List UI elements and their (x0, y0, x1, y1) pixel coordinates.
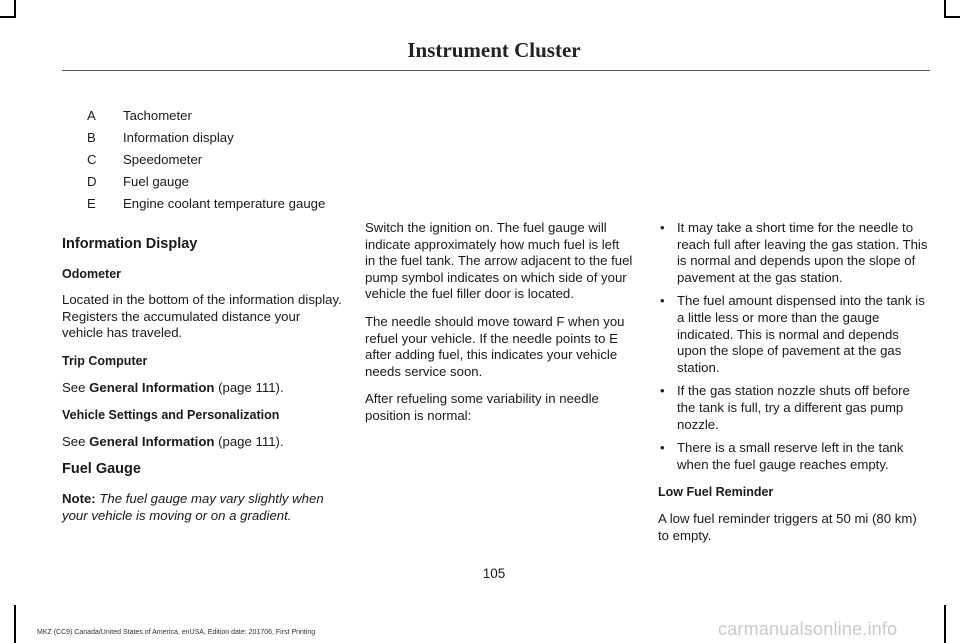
column-right (658, 220, 930, 555)
section-heading-fuel-gauge: Fuel Gauge (62, 461, 141, 478)
legend-key: E (87, 195, 96, 211)
subheading-vehicle-settings: Vehicle Settings and Personalization (62, 408, 280, 423)
fuel-gauge-paragraph-1: Switch the ignition on. The fuel gauge will indicate approximately how much fuel is left in the fuel tank. The arrow adjacent to the fuel pump symbol indicates on which side of your vehicle the fuel filler door is located. (365, 220, 633, 302)
odometer-paragraph: Located in the bottom of the information display. Registers the accumulated distance your vehicle has traveled. (62, 292, 342, 341)
cross-reference-link[interactable]: General Information (89, 433, 215, 449)
subheading-trip-computer: Trip Computer (62, 353, 148, 368)
legend-item (62, 148, 362, 170)
watermark: carmanualsonline.info (718, 619, 898, 639)
legend-item (62, 170, 362, 192)
edition-footer: MKZ (CC9) Canada/United States of America, enUSA, Edition date: 201706, First Printing (37, 629, 316, 636)
subheading-low-fuel-reminder: Low Fuel Reminder (658, 485, 774, 500)
legend-label: Speedometer (123, 151, 203, 167)
vehicle-settings-reference (62, 434, 342, 451)
legend-key: D (87, 173, 97, 189)
legend-label: Fuel gauge (123, 173, 189, 189)
list-item: • The fuel amount dispensed into the tank is a little less or more than the gauge indicated. This is normal and depends upon the slope of pavement at the gas station. (658, 293, 930, 376)
see-text: See (62, 433, 90, 449)
fuel-gauge-paragraph-3: After refueling some variability in needle position is normal: (365, 391, 599, 423)
legend-label: Tachometer (123, 107, 192, 123)
fuel-gauge-paragraph-2: The needle should move toward F when you refuel your vehicle. If the needle points to E after adding fuel, this indicates your vehicle needs service soon. (365, 313, 625, 379)
column-left (62, 236, 342, 535)
crop-mark (944, 605, 946, 643)
legend-item (62, 192, 362, 214)
legend-item (62, 104, 362, 126)
note-text: The fuel gauge may vary slightly when your vehicle is moving or on a gradient. (62, 490, 324, 523)
page-header-title: Instrument Cluster (407, 38, 581, 62)
legend-key: C (87, 151, 97, 167)
header-rule (62, 70, 930, 71)
page-reference: (page 111). (214, 433, 284, 449)
crop-mark (0, 16, 16, 18)
low-fuel-paragraph: A low fuel reminder triggers at 50 mi (80 km) to empty. (658, 510, 917, 543)
section-heading-information-display: Information Display (62, 236, 198, 252)
list-item: • There is a small reserve left in the tank when the fuel gauge reaches empty. (658, 440, 930, 473)
legend-key: B (87, 129, 96, 145)
column-middle (365, 220, 633, 436)
list-item: • If the gas station nozzle shuts off before the tank is full, try a different gas pump nozzle. (658, 383, 930, 433)
subheading-odometer: Odometer (62, 266, 122, 281)
legend-item (62, 126, 362, 148)
list-item: • It may take a short time for the needle to reach full after leaving the gas station. This is normal and depends upon the slope of pavement at the gas station. (658, 220, 930, 286)
figure-legend (62, 104, 362, 214)
note-label: Note: (62, 490, 96, 506)
page-reference: (page 111). (214, 379, 284, 395)
legend-label: Engine coolant temperature gauge (123, 195, 326, 211)
variability-list (658, 220, 930, 473)
see-text: See (62, 379, 90, 395)
crop-mark (14, 605, 16, 643)
page-number: 105 (482, 566, 506, 581)
cross-reference-link[interactable]: General Information (89, 379, 215, 395)
legend-key: A (87, 107, 96, 123)
trip-computer-reference (62, 380, 342, 397)
legend-label: Information display (123, 129, 234, 145)
crop-mark (944, 16, 960, 18)
fuel-gauge-note (62, 491, 342, 524)
